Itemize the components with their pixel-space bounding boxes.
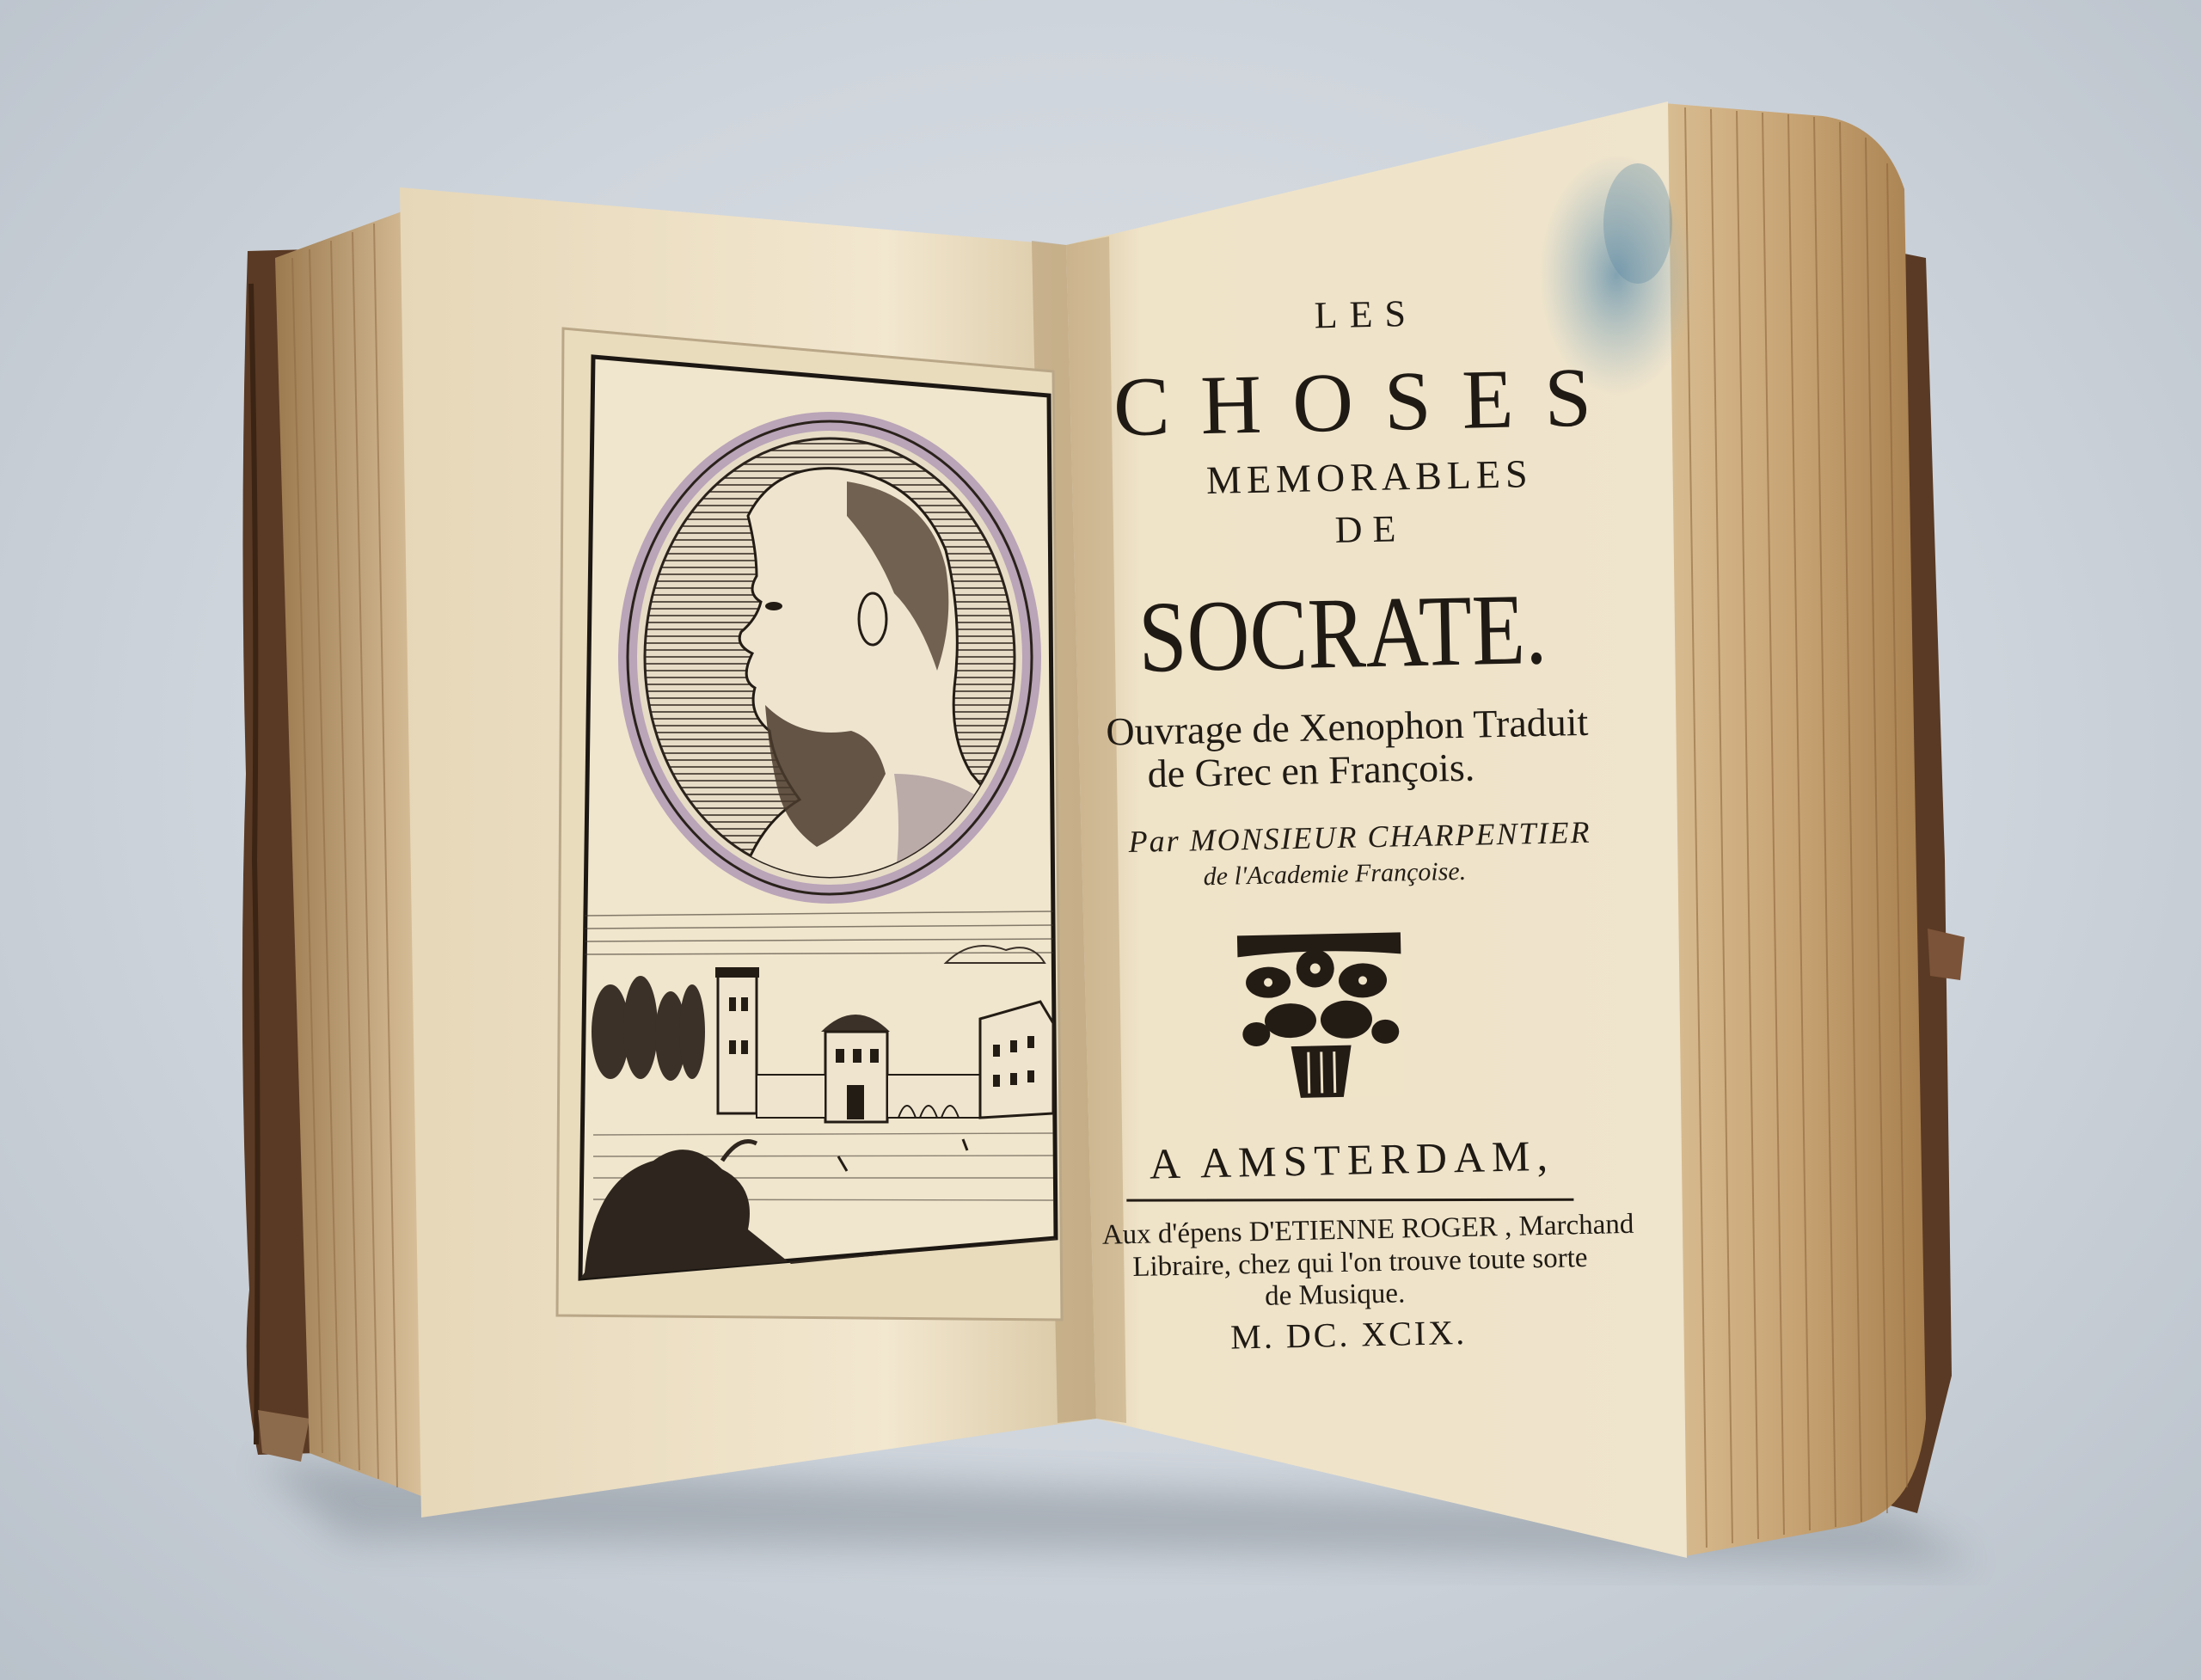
imprint-line-1: Aux d'épens D'ETIENNE ROGER , Marchand <box>1101 1208 1634 1251</box>
flower-basket-ornament <box>1237 932 1404 1099</box>
title-de: DE <box>1334 507 1407 551</box>
subtitle-line-1: Ouvrage de Xenophon Traduit <box>1105 699 1589 754</box>
right-page-edges <box>1664 103 1926 1556</box>
place-amsterdam: A AMSTERDAM, <box>1149 1131 1555 1188</box>
title-socrate: SOCRATE. <box>1137 571 1616 694</box>
title-memorables: MEMORABLES <box>1205 451 1533 503</box>
socrates-medallion <box>628 421 1032 894</box>
imprint-line-3: de Musique. <box>1264 1278 1406 1312</box>
author-line-2: de l'Academie Françoise. <box>1203 856 1467 892</box>
publication-date: M. DC. XCIX. <box>1229 1312 1468 1357</box>
author-line-1: Par MONSIEUR CHARPENTIER <box>1128 814 1591 860</box>
frontispiece-engraving <box>557 328 1062 1320</box>
imprint-line-2: Libraire, chez qui l'on trouve toute sorte <box>1131 1242 1588 1284</box>
title-choses: CHOSES <box>1112 350 1623 455</box>
subtitle-line-2: de Grec en François. <box>1147 745 1475 796</box>
title-les: LES <box>1314 291 1419 337</box>
